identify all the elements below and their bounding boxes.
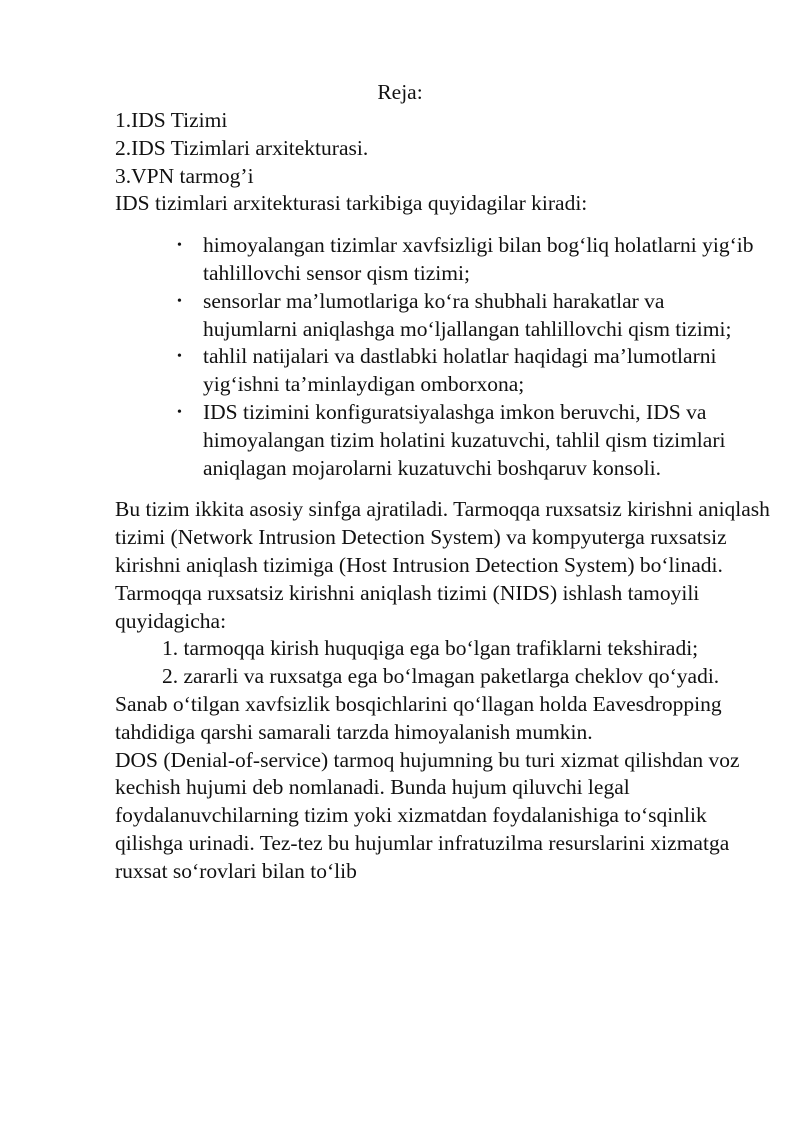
bullet-text: sensorlar ma’lumotlariga ko‘ra shubhali harakatlar va hujumlarni aniqlashga mo‘ljallangan tahlillovchi qism tizimi; xyxy=(203,288,732,341)
bullet-icon: • xyxy=(177,349,182,365)
bullet-text: IDS tizimini konfiguratsiyalashga imkon beruvchi, IDS va himoyalangan tizim holatini kuzatuvchi, tahlil qism tizimlari aniqlagan mojarolarni kuzatuvchi boshqaruv konsoli. xyxy=(203,399,726,480)
body-paragraph: DOS (Denial-of-service) tarmoq hujumning bu turi xizmat qilishdan voz kechish hujumi deb nomlanadi. Bunda hujum qiluvchi legal foydalanuvchilarning tizim yoki xizmatdan foydalanishiga to‘sqinlik qilishga urinadi. Tez-tez bu hujumlar infratuzilma resurslarini xizmatga ruxsat so‘rovlari bilan to‘lib xyxy=(115,747,740,883)
bullet-text: himoyalangan tizimlar xavfsizligi bilan bog‘liq holatlarni yig‘ib tahlillovchi sensor qism tizimi; xyxy=(203,233,754,285)
bullet-item xyxy=(115,288,755,344)
bullet-item xyxy=(115,343,755,399)
numbered-item: 2. zararli va ruxsatga ega bo‘lmagan paketlarga cheklov qo‘yadi. xyxy=(162,664,720,689)
bullet-icon: • xyxy=(177,238,182,254)
plan-item: 2.IDS Tizimlari arxitekturasi. xyxy=(115,135,369,160)
plan-list xyxy=(115,107,775,190)
plan-item: 3.VPN tarmog’i xyxy=(115,163,254,188)
architecture-bullet-list xyxy=(115,232,775,482)
body-paragraph: Bu tizim ikkita asosiy sinfga ajratiladi. Tarmoqqa ruxsatsiz kirishni aniqlash tizimi (Network Intrusion Detection System) va kompyuterga ruxsatsiz kirishni aniqlash tizimiga (Host Intrusion Detection System) bo‘linadi. Tarmoqqa ruxsatsiz kirishni aniqlash tizimi (NIDS) ishlash tamoyili quyidagicha: xyxy=(115,497,770,633)
plan-title: Reja: xyxy=(377,80,423,104)
bullet-item xyxy=(115,399,755,482)
numbered-list xyxy=(115,635,775,691)
body-paragraph: Sanab o‘tilgan xavfsizlik bosqichlarini qo‘llagan holda Eavesdropping tahdidiga qarshi samarali tarzda himoyalanish mumkin. xyxy=(115,691,722,744)
plan-item: 1.IDS Tizimi xyxy=(115,108,228,132)
bullet-text: tahlil natijalari va dastlabki holatlar haqidagi ma’lumotlarni yig‘ishni ta’minlaydigan omborxona; xyxy=(203,344,717,397)
intro-paragraph: IDS tizimlari arxitekturasi tarkibiga quyidagilar kiradi: xyxy=(115,191,588,216)
numbered-item: 1. tarmoqqa kirish huquqiga ega bo‘lgan trafiklarni tekshiradi; xyxy=(162,636,699,661)
document-body xyxy=(115,107,775,886)
bullet-item xyxy=(115,232,755,288)
bullet-icon: • xyxy=(177,404,182,420)
bullet-icon: • xyxy=(177,293,182,309)
